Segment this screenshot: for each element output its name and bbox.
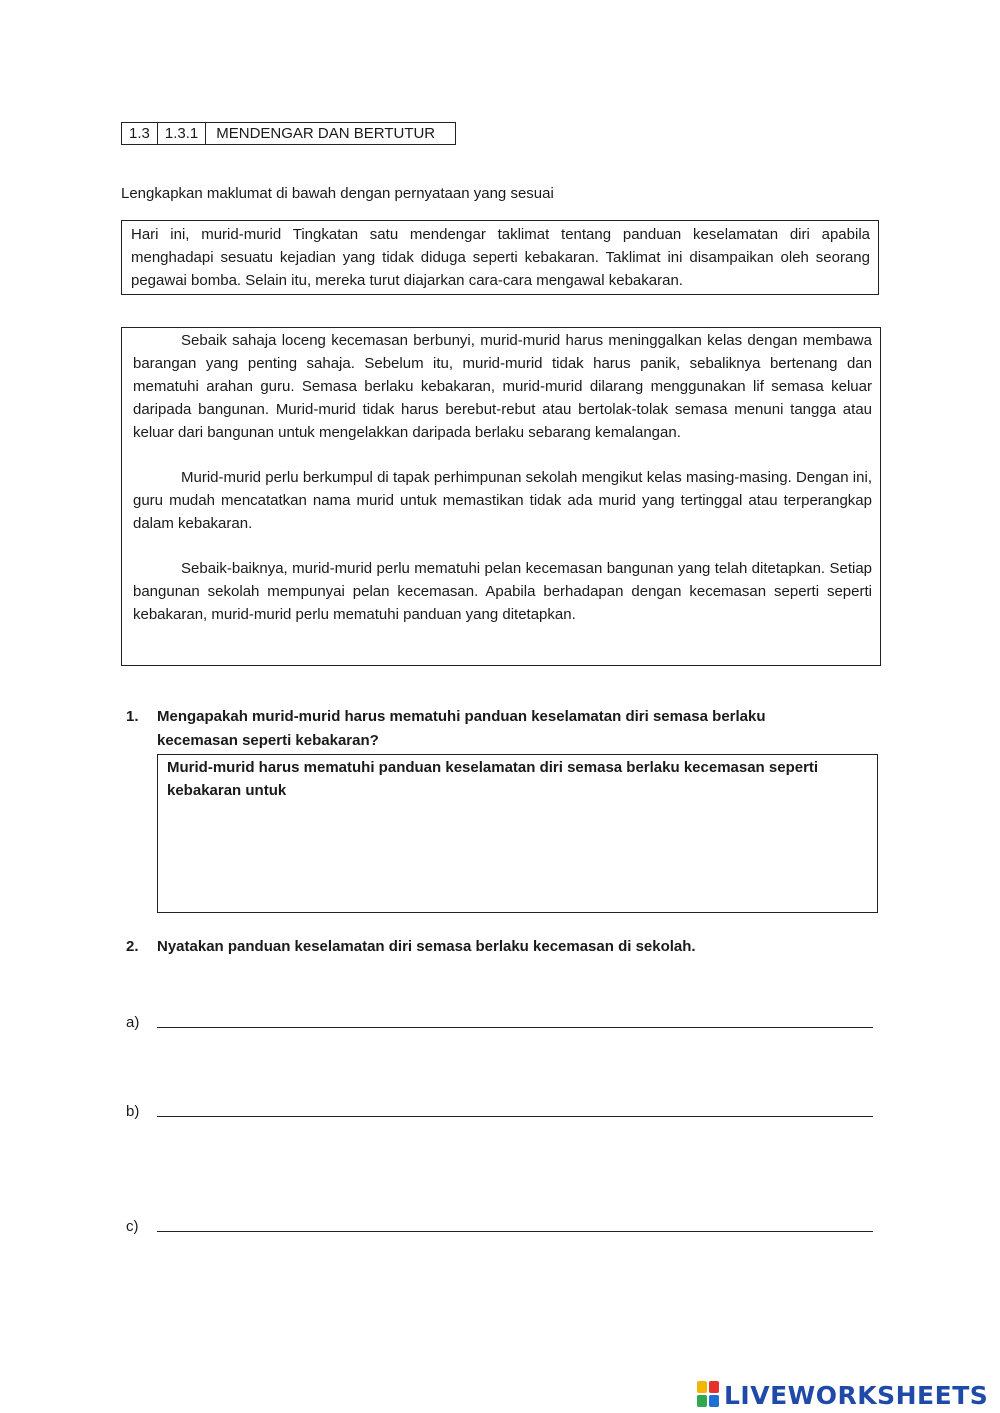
- liveworksheets-logo-icon: [697, 1381, 721, 1409]
- answer-label-b: b): [126, 1103, 140, 1120]
- logo-block-1: [697, 1381, 707, 1393]
- liveworksheets-logo-text: LIVEWORKSHEETS: [724, 1380, 989, 1410]
- question-1-text: Mengapakah murid-murid harus mematuhi panduan keselamatan diri semasa berlaku kecemasan seperti kebakaran?: [157, 708, 766, 749]
- answer-label-a: a): [126, 1014, 140, 1031]
- answer-row-a: [126, 1013, 873, 1031]
- skill-title: MENDENGAR DAN BERTUTUR: [206, 123, 456, 145]
- answer-row-c: [126, 1217, 873, 1235]
- answer-line-b[interactable]: [157, 1102, 873, 1117]
- instruction-text: Lengkapkan maklumat di bawah dengan pernyataan yang sesuai: [121, 185, 554, 202]
- logo-block-2: [709, 1381, 719, 1393]
- question-2: [126, 938, 696, 955]
- question-2-number: 2.: [126, 938, 139, 955]
- intro-box: Hari ini, murid-murid Tingkatan satu mendengar taklimat tentang panduan keselamatan diri apabila menghadapi sesuatu kejadian yang tidak diduga seperti kebakaran. Taklimat ini disampaikan oleh seorang pegawai bomba. Selain itu, mereka turut diajarkan cara-cara mengawal kebakaran.: [121, 220, 879, 295]
- answer-line-c[interactable]: [157, 1217, 873, 1232]
- liveworksheets-logo: [697, 1377, 988, 1413]
- question-1-answer-start: Murid-murid harus mematuhi panduan keselamatan diri semasa berlaku kecemasan seperti kebakaran untuk: [167, 759, 819, 799]
- answer-row-b: [126, 1102, 873, 1120]
- answer-label-c: c): [126, 1218, 139, 1235]
- question-1-number: 1.: [126, 708, 139, 725]
- logo-block-4: [709, 1395, 719, 1407]
- question-1: [126, 705, 847, 753]
- skill-code-table: [121, 122, 456, 145]
- answer-line-a[interactable]: [157, 1013, 873, 1028]
- passage-paragraph-3: Sebaik-baiknya, murid-murid perlu mematuhi pelan kecemasan bangunan yang telah ditetapkan. Setiap bangunan sekolah mempunyai pelan kecemasan. Apabila berhadapan dengan kecemasan seperti seperti kebakaran, murid-murid perlu mematuhi panduan yang ditetapkan.: [133, 560, 872, 623]
- passage-box: [121, 327, 881, 666]
- question-1-answer-box[interactable]: [157, 754, 878, 913]
- passage-paragraph-1: Sebaik sahaja loceng kecemasan berbunyi, murid-murid harus meninggalkan kelas dengan membawa barangan yang penting sahaja. Sebelum itu, murid-murid tidak harus panik, sebaliknya bertenang dan mematuhi arahan guru. Semasa berlaku kebakaran, murid-murid dilarang menggunakan lif semasa keluar daripada bangunan. Murid-murid tidak harus berebut-rebut atau bertolak-tolak semasa menuni tangga atau keluar dari bangunan untuk mengelakkan daripada berlaku sebarang kemalangan.: [133, 332, 872, 441]
- code-level-2: 1.3.1: [157, 123, 205, 145]
- question-2-text: Nyatakan panduan keselamatan diri semasa berlaku kecemasan di sekolah.: [157, 938, 696, 955]
- passage-paragraph-2: Murid-murid perlu berkumpul di tapak perhimpunan sekolah mengikut kelas masing-masing. Dengan ini, guru mudah mencatatkan nama murid untuk memastikan tidak ada murid yang tertinggal atau terperangkap dalam kebakaran.: [133, 469, 872, 532]
- logo-block-3: [697, 1395, 707, 1407]
- code-level-1: 1.3: [122, 123, 158, 145]
